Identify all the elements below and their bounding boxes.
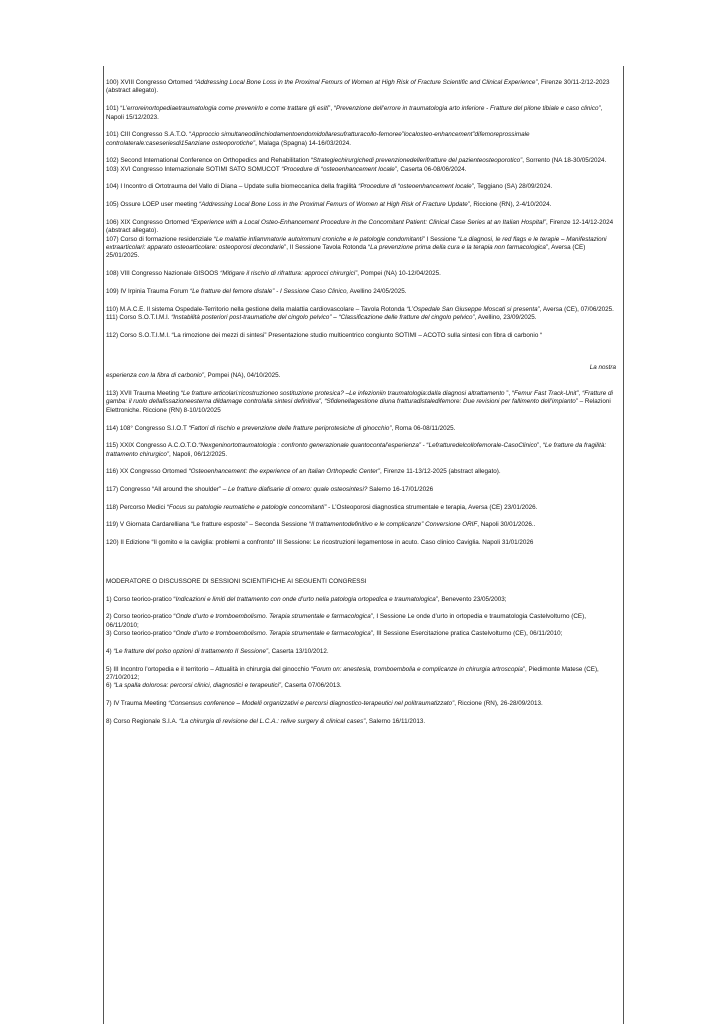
entry-text: 110) M.A.C.E. Il sistema Ospedale-Territorio nella gestione della malattia cardiovascolare – Tavola Rotonda (106, 305, 407, 313)
entry-title: “Focus su patologie reumatiche e patologie concomitanti” (166, 503, 327, 511)
entry-112-continuation: esperienza con la fibra di carbonio”, Pompei (NA), 04/10/2025. (106, 372, 281, 380)
entry-text: 6) (106, 682, 114, 690)
entry-text: ”, III Sessione Esercitazione pratica Castelvolturno (CE), 06/11/2010; (370, 630, 563, 638)
list-entry (106, 270, 616, 278)
entry-text: ” I Sessione “ (422, 235, 460, 243)
entry-title: “Instabilità posteriori post-traumatiche del cingolo pelvico” – “Classificazione delle fratture del cingolo pelvico” (171, 313, 475, 321)
entry-title: Lefratturedelcollofemorale-CasoClinico (428, 442, 538, 450)
entry-text: ”, Piedimonte Matese (CE), 27/10/2012; (106, 665, 599, 681)
entry-title: “Experience with a Local Osteo-Enhancement Procedure in the Concomitant Patient: Clinical Case Series at an Italian Hospital” (190, 218, 546, 226)
entry-text: 3) Corso teorico-pratico “ (106, 630, 176, 638)
entry-text: , Napoli 15/12/2023. (106, 105, 603, 121)
list-entry (106, 105, 616, 122)
entry-title: Onde d’urto e tromboembolismo. Terapia strumentale e farmacologica (175, 630, 371, 638)
document-body (106, 79, 616, 735)
entry-title: Prevenzione dell’errore in traumatologia arto inferiore - Fratture del pilone tibiale e caso clinico” (335, 105, 601, 113)
entry-text: ”, “ (328, 105, 336, 113)
entry-title: “Nexgeninortotraumatologia : confronto generazionale quantocontal’esperienza” (198, 442, 421, 450)
entry-title: “Consensus conference – Modelli organizzativi e percorsi diagnostico-terapeutici nel politraumatizzato” (168, 700, 455, 708)
entry-title: “Le fratture articolari:ricostruzioneo sostituzione protesica? –Le infezioniin traumatologia:dalla diagnosi altrattamento (180, 390, 507, 397)
congress-list-continued (106, 390, 616, 548)
entry-text: ”, II Sessione Tavola Rotonda “ (284, 244, 371, 252)
entry-text: , Firenze 12-14/12-2024 (abstract allegato). (106, 218, 614, 235)
congress-list (106, 79, 616, 340)
entry-text: , Caserta 07/06/2013. (281, 682, 342, 690)
entry-text: , Firenze 11-13/12-2025 (abstract allegato). (379, 468, 501, 476)
entry-title: Femur Fast Track-Unit”, “Fratture di gamba: il ruolo dellafissazioneesterna dildamage controlalla sintesi definitiva”, “Sfidenellagestione diuna fratturadistaledifemore: Due revisioni per fallimento dell’impianto” (106, 390, 613, 406)
list-entry (106, 332, 616, 340)
list-entry (106, 613, 616, 630)
list-entry (106, 468, 616, 476)
entry-text: , Sorrento (NA 18-30/05/2024. (522, 157, 607, 165)
entry-title: “L’Ospedale San Giuseppe Moscati si presenta” (406, 305, 540, 313)
entry-title: Le fratture diafisarie di omero: quale osteosintesi? (228, 486, 368, 494)
entry-text: , Riccione (RN), 26-28/09/2013. (454, 700, 543, 708)
list-entry (106, 390, 616, 415)
entry-text: 118) Percorso Medici (106, 503, 167, 511)
list-entry (106, 157, 616, 165)
entry-text: Salerno 16-17/01/2026 (367, 486, 434, 494)
entry-title: “Addressing Local Bone Loss in the Proximal Femurs of Women at High Risk of Fracture Scientific and Clinical Experience” (194, 79, 538, 86)
entry-text: ”, “ (506, 390, 515, 397)
entry-title: “Le fratture del femore distale” - I Sessione Caso Clinico, (190, 287, 349, 295)
left-margin-line (103, 66, 104, 1024)
list-entry (106, 442, 616, 459)
list-entry (106, 236, 616, 261)
entry-text: 4) (106, 647, 114, 655)
entry-text: , Pompei (NA) 10-12/04/2025. (357, 270, 441, 278)
moderator-list (106, 596, 616, 727)
entry-title: Approccio simultaneodiinchiodamentoendomidollaresufratturacollo-femoree”localosteo-enhancement”difemoreprossimale controlaterale:caseseriesdi15anziane osteoporotiche” (106, 131, 530, 147)
entry-text: , Caserta 13/10/2012. (268, 647, 329, 655)
entry-title: “Le fratture del polso opzioni di trattamento II Sessione” (113, 647, 269, 655)
entry-text: ”, “ (537, 442, 545, 450)
entry-text: 101) CIII Congresso S.A.T.O. “ (106, 131, 192, 139)
entry-text: , Roma 06-08/11/2025. (391, 424, 456, 432)
entry-text: , Avellino, 23/09/2025. (474, 313, 537, 321)
list-entry (106, 504, 616, 512)
entry-text: 112) Corso S.O.T.I.M.I. “La rimozione dei mezzi di sintesi” Presentazione studio multicentrico congiunto SOTIMI – ACOTO sulla sintesi con fibra di carbonio “ (106, 331, 543, 339)
entry-text: 8) Corso Regionale S.I.A. (106, 717, 180, 725)
entry-text: 117) Congresso “All around the shoulder” – (106, 486, 229, 494)
entry-text: 102) Second International Conference on Orthopedics and Rehabilitation (106, 157, 311, 165)
list-entry (106, 539, 616, 547)
entry-text: – Relazioni Elettroniche. Riccione (RN) 8-10/10/2025 (106, 398, 611, 414)
list-entry (106, 648, 616, 656)
entry-title: La diagnosi, le red flags e le terapie – Manifestazioni extraarticolari: apparato osteoarticolare: osteoporosi decondarie (106, 235, 607, 252)
list-entry (106, 521, 616, 529)
entry-text: , Firenze 30/11-2/12-2023 (abstract allegato). (106, 79, 610, 95)
entry-title: “Procedure di “osteoenhancement locale” (358, 183, 474, 191)
entry-112-orphan: La nostra (589, 363, 616, 371)
entry-text: - L’Osteoporosi diagnostica strumentale e terapia, Aversa (CE) 23/01/2026. (326, 503, 538, 511)
entry-text: , Caserta 06-08/06/2024. (396, 165, 467, 173)
entry-text: ”, I Sessione Le onde d’urto in ortopedia e traumatologia Castelvolturno (CE), 06/11/2010; (106, 613, 586, 629)
entry-text: , Salerno 16/11/2013. (365, 717, 426, 725)
entry-text: 1) Corso teorico-pratico “ (106, 595, 176, 603)
list-entry (106, 219, 616, 236)
list-entry (106, 183, 616, 191)
entry-text: 5) III Incontro l’ortopedia e il territorio – Attualità in chirurgia del ginocchio “ (106, 665, 313, 673)
entry-text: 115) XXIX Congresso A.C.O.T.O. (106, 442, 199, 450)
list-entry (106, 314, 616, 322)
list-entry (106, 131, 616, 148)
entry-text: - “ (420, 442, 429, 450)
entry-title: “Mitigare il rischio di rifrattura: approcci chirurgici” (220, 270, 358, 278)
list-entry (106, 666, 616, 683)
entry-title: La prevenzione prima della cura e la terapia non farmacologica (370, 244, 546, 252)
entry-text: 120) II Edizione “Il gomito e la caviglia: problemi a confronto” III Sessione: Le ricostruzioni legamentose in acuto. Caso clinico Caviglia. Napoli 31/01/2026 (106, 539, 534, 547)
list-entry (106, 630, 616, 638)
entry-title: Forum on: anestesia, tromboembolia e complicanze in chirurgia artroscopia (312, 665, 523, 673)
list-entry (106, 288, 616, 296)
entry-title: “La chirurgia di revisione del L.C.A.: relive surgery & clinical cases” (179, 717, 366, 725)
entry-text: 114) 108° Congresso S.I.O.T (106, 424, 189, 432)
entry-title: L’erroreinortopediaetraumatologia come prevenirlo e come trattare gli esiti (122, 105, 329, 113)
entry-title: “Osteoenhancement: the experience of an Italian Orthopedic Center” (188, 468, 380, 476)
entry-text: 108) VIII Congresso Nazionale GISOOS (106, 270, 221, 278)
entry-title: Il trattamentodefinitivo e le complicanze” Conversione ORIF (311, 521, 478, 529)
entry-title: “Strategiechirurgichedi prevenzionedellerifratture del pazienteosteoporotico” (310, 157, 523, 165)
entry-text: 106) XIX Congresso Ortomed (106, 218, 191, 226)
list-entry (106, 79, 616, 96)
entry-text: , Aversa (CE), 07/06/2025. (539, 305, 614, 313)
entry-text: 101) “ (106, 105, 123, 113)
entry-text: , Teggiano (SA) 28/09/2024. (473, 183, 553, 191)
entry-text: ”, Benevento 23/05/2003; (435, 595, 507, 603)
moderator-section-title: MODERATORE O DISCUSSORE DI SESSIONI SCIENTIFICHE AI SEGUENTI CONGRESSI (106, 577, 367, 585)
entry-title: “Addressing Local Bone Loss in the Proximal Femurs of Women at High Risk of Fracture Update” (198, 201, 470, 209)
entry-text: 103) XVI Congresso Internazionale SOTIMI SATO SOMUCOT (106, 165, 282, 173)
entry-title: “Procedure di “osteoenhancement locale” (281, 165, 397, 173)
entry-text: 109) IV Irpinia Trauma Forum (106, 287, 190, 295)
list-entry (106, 425, 616, 433)
right-margin-line (623, 66, 624, 1024)
entry-text: 105) Ossure LOEP user meeting (106, 201, 199, 209)
entry-text: 111) Corso S.O.T.I.M.I. (106, 313, 172, 321)
entry-text: 107) Corso di formazione residenziale “ (106, 235, 216, 243)
entry-title: Indicazioni e limiti del trattamento con onde d’urto nella patologia ortopedica e traumatologica (175, 595, 436, 603)
list-entry (106, 596, 616, 604)
list-entry (106, 486, 616, 494)
list-entry (106, 166, 616, 174)
entry-text: 104) I Incontro di Ortotrauma del Vallo di Diana – Update sulla biomeccanica della fragilità (106, 183, 359, 191)
entry-text: ”, Aversa (CE) 25/01/2025. (106, 244, 586, 260)
entry-text: 119) V Giornata Cardarelliana “Le fratture esposte” – Seconda Sessione “ (106, 521, 311, 529)
entry-text: 2) Corso teorico-pratico “ (106, 613, 176, 621)
list-entry (106, 682, 616, 690)
entry-title: Onde d’urto e tromboembolismo. Terapia strumentale e farmacologica (175, 613, 371, 621)
entry-text: , Malaga (Spagna) 14-16/03/2024. (255, 139, 352, 147)
entry-text: 113) XVII Trauma Meeting (106, 390, 181, 397)
entry-text: 100) XVIII Congresso Ortomed (106, 79, 195, 86)
entry-text: 116) XX Congresso Ortomed (106, 468, 189, 476)
list-entry (106, 306, 616, 314)
entry-text: 7) IV Trauma Meeting (106, 700, 169, 708)
entry-title: Le fratture da fragilità: trattamento chirurgico” (106, 442, 607, 458)
entry-text: , Napoli 30/01/2026.. (477, 521, 536, 529)
list-entry (106, 201, 616, 209)
list-entry (106, 718, 616, 726)
entry-text: , Riccione (RN), 2-4/10/2024. (469, 201, 552, 209)
entry-title: Le malattie infiammatorie autoimmuni croniche e le patologie condomitanti (215, 235, 423, 243)
list-entry (106, 700, 616, 708)
entry-title: “La spalla dolorosa: percorsi clinici, diagnostici e terapeutici” (113, 682, 282, 690)
entry-title: “Fattori di rischio e prevenzione delle fratture periprotesiche di ginocchio” (188, 424, 392, 432)
entry-text: Avellino 24/05/2025. (348, 287, 407, 295)
entry-text: , Napoli, 06/12/2025. (169, 450, 228, 458)
